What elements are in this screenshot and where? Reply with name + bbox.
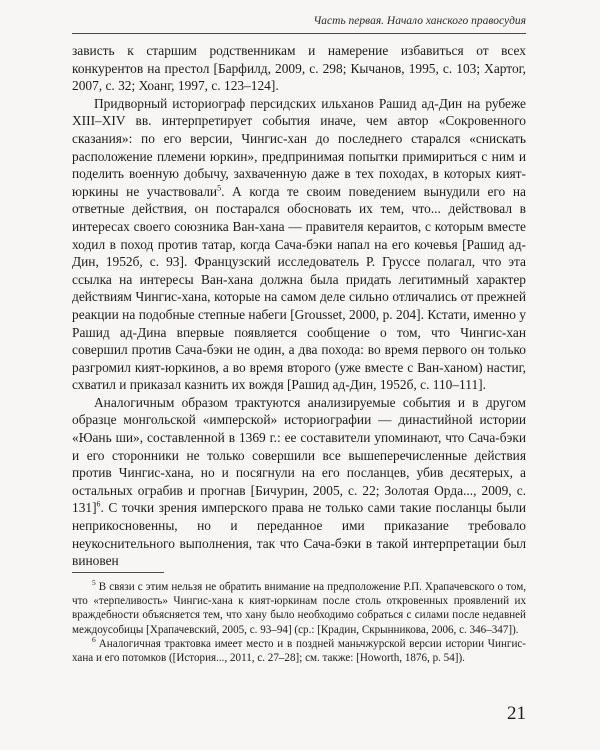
footnote-divider bbox=[72, 572, 164, 573]
paragraph-text-after-note: . С точки зрения имперского права не только сами такие посланцы были неприкосновенны, но и переданное ими приказание требовало неукоснительного выполнения, так что Сача-бэки в такой интерпретации был виновен bbox=[72, 500, 526, 569]
footnotes bbox=[72, 580, 526, 665]
page-number: 21 bbox=[507, 703, 526, 724]
header-divider bbox=[72, 33, 526, 34]
footnote-text: Аналогичная трактовка имеет место и в поздней маньчжурской версии истории Чингис-хана и его потомков ([История..., 2011, с. 27–28]; см. также: [Howorth, 1876, p. 54]). bbox=[72, 637, 526, 665]
paragraph-text-after-note: . А когда те своим поведением вынудили его на ответные действия, он постарался обосновать их тем, что... действовал в интересах своего союзника Ван-хана — правителя кераитов, с которым вместе ходил в поход против татар, когда Сача-бэки напал на его кочевья [Рашид ад-Дин, 1952б, с. 93]. Французский исследователь Р. Груссе полагал, что эта ссылка на интересы Ван-хана должна была придать легитимный характер действиям Чингис-хана, которые на самом деле сильно отличались от прежней реакции на подобные степные набеги [Grousset, 2000, p. 204]. Кстати, именно у Рашид ад-Дина впервые появляется сообщение о том, что Чингис-хан совершил против Сача-бэки не один, а два похода: во время первого он только разгромил кият-юркинов, а во время второго (уже вместе с Ван-ханом) настиг, схватил и приказал казнить их вождя [Рашид ад-Дин, 1952б, с. 110–111]. bbox=[72, 183, 526, 393]
footnote-number: 6 bbox=[92, 635, 96, 645]
paragraph bbox=[72, 394, 526, 570]
paragraph-text: Аналогичным образом трактуются анализируемые события и в другом образце монгольской «имперской» историографии — династийной истории «Юань ши», составленной в 1369 г.: ее составители упоминают, что Сача-бэки и его сторонники не только совершили все вышеперечисленные действия против Чингис-хана, но и посягнули на его посланцев, убив десятерых, а остальных ограбив и прогнав [Бичурин, 2005, с. 22; Золотая Орда..., 2009, с. 131] bbox=[72, 394, 526, 516]
main-text bbox=[72, 42, 526, 570]
paragraph-text: зависть к старшим родственникам и намерение избавиться от всех конкурентов на престол [Барфилд, 2009, с. 298; Кычанов, 1995, с. 103; Хартог, 2007, с. 32; Хоанг, 1997, с. 123–124]. bbox=[72, 43, 526, 94]
paragraph-continuation bbox=[72, 42, 526, 95]
footnote-6 bbox=[72, 637, 526, 665]
footnote-number: 5 bbox=[92, 578, 96, 588]
footnote-text: В связи с этим нельзя не обратить внимание на предположение Р.П. Храпачевского о том, что «терпеливость» Чингис-хана к кият-юркинам после столь откровенных проявлений их враждебности объясняется тем, что хану было необходимо собраться с силами после недавней междоусобицы [Храпачевский, 2005, с. 93–94] (ср.: [Крадин, Скрынникова, 2006, с. 346–347]). bbox=[72, 581, 526, 636]
running-header: Часть первая. Начало ханского правосудия bbox=[313, 15, 526, 27]
footnote-ref-5[interactable]: 5 bbox=[217, 183, 222, 193]
footnote-5 bbox=[72, 580, 526, 637]
paragraph-text: Придворный историограф персидских ильханов Рашид ад-Дин на рубеже XIII–XIV вв. интерпретирует события иначе, чем автор «Сокровенного сказания»: по его версии, Чингис-хан до последнего старался «снискать расположение племени юркин», предпринимая попытки примириться с ним и поделить военную добычу, захваченную даже в тех походах, в которых кият-юркины не участвовали bbox=[72, 95, 526, 199]
paragraph bbox=[72, 95, 526, 394]
footnote-ref-6[interactable]: 6 bbox=[96, 499, 101, 509]
